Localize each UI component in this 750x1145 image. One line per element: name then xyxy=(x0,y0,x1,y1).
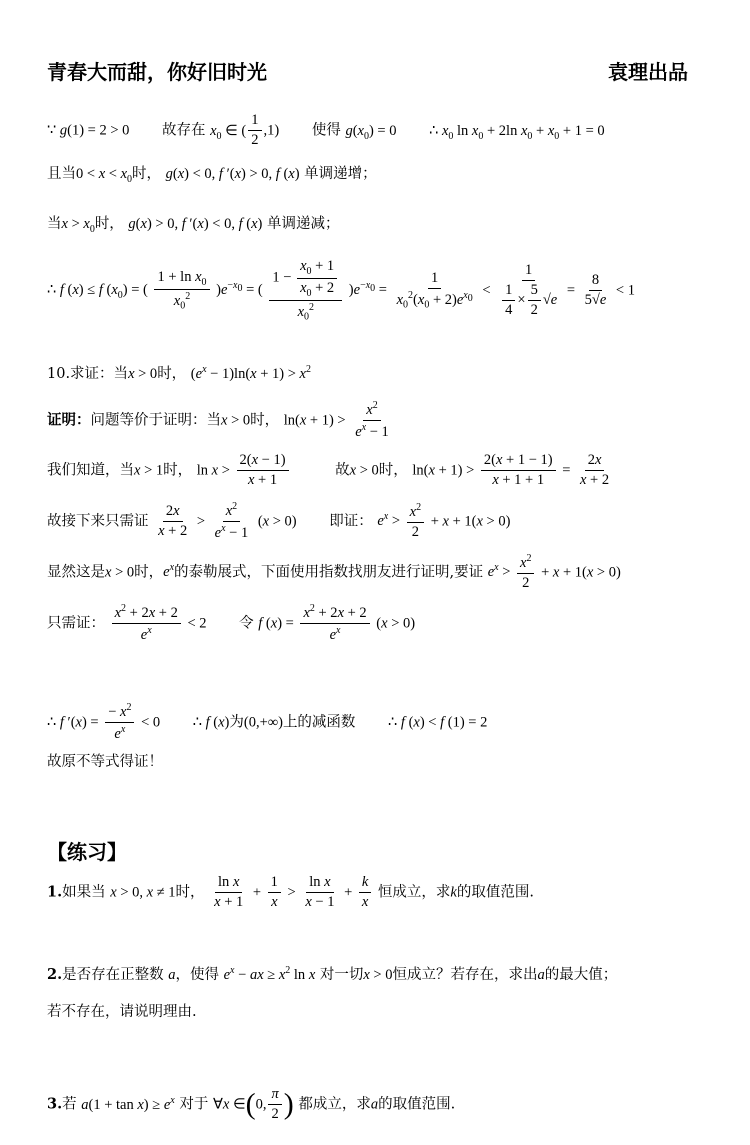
text-obv-a: 显然这是 xyxy=(47,564,105,581)
ex2-number: 2. xyxy=(47,966,63,983)
text-ex3-a: 若 xyxy=(62,1096,77,1113)
exercise-2: 2.是否存在正整数 a，使得 $e^x$ − ax ≥ $x^2$ ln x 对一切x > 0恒成立？若存在，求出a的最大值； xyxy=(47,965,618,983)
text-l2-c: 单调递增； xyxy=(304,166,377,182)
text-p10-b: 时， xyxy=(157,366,187,382)
text-ex2-c: 对一切 xyxy=(319,967,364,983)
text-l2-a: 且当 xyxy=(47,166,76,182)
line-2: 且当$0 < x < x_0$时， g(x) < 0, f ′(x) > 0, f (x) 单调递增； xyxy=(47,166,377,185)
text-know-c: 故 xyxy=(335,462,350,479)
text-p10-a: 10.求证：当 xyxy=(47,366,129,382)
text-ex3-d: 的取值范围. xyxy=(378,1096,456,1113)
text-l3-b: 时， xyxy=(94,216,124,232)
line-1: ∵ g(1) = 2 > 0 故存在 $x_0$ ∈ ( $\frac{1}{2}$ ,1) 使得 $g(x_0) = 0$ ∴ $x_0$ $\ln x_0 + 2\ln$ $x_0 + x_0 + 1 = 0$ xyxy=(47,112,605,148)
conclusion: 故原不等式得证！ xyxy=(47,754,163,770)
text-dec-b: 上的减函数 xyxy=(282,714,356,731)
text-ex1-b: 时， xyxy=(175,884,205,901)
header-title: 青春大而甜，你好旧时光 xyxy=(47,60,267,84)
next-line: 故接下来只需证 $\frac{2x}{x + 2}$ > $\frac{x^2}{e^x - 1}$ (x > 0) 即证： $e^x$ > $\frac{x^2}{2}$ + x + 1(x > 0) xyxy=(47,501,511,541)
text-l1-mid: 故存在 xyxy=(161,122,206,139)
formula-bound: ∴ f (x) ≤ f $(x_0)$ = ( $\frac{1 + \ln x_0}{x_0^2}$ )$e^{-x_0}$ = ( 1 − $\frac{x_0 + 1}{x_0 + 2}$ $x_0^2$ )$e^{-x_0}$ = $\frac{1}{x_0^2(x_0 + 2)e^{x_0}}$ < 1 $\frac{1}{4}$ × $\frac{5}{2}$ √e = $\frac{8}{5√e}$ < 1 xyxy=(47,258,635,323)
text-know-a: 我们知道，当 xyxy=(47,462,134,479)
text-know-b: 时， xyxy=(163,462,193,479)
text-l1-mid2: 使得 xyxy=(311,122,341,139)
ex3-number: 3. xyxy=(47,1095,63,1113)
text-next-b: 即证： xyxy=(329,513,373,530)
text-ex3-b: 对于 xyxy=(179,1096,209,1113)
text-proof-b: 时， xyxy=(250,412,280,429)
exercise-3: 3.若 $a(1 + \tan x) \ge e^x$ 对于 ∀x ∈(0, $\frac{\pi}{2}$ ) 都成立，求a的取值范围. xyxy=(47,1086,456,1122)
ex1-number: 1. xyxy=(47,883,63,901)
header-brand: 袁理出品 xyxy=(608,60,688,84)
text-ex3-c: 都成立，求 xyxy=(298,1096,371,1113)
text-ex1-a: 如果当 xyxy=(62,884,106,901)
text-l2-b: 时， xyxy=(132,166,161,182)
text-obv-c: 的泰勒展式，下面使用指数找朋友进行证明,要证 xyxy=(174,564,484,581)
text-ex2-e: 的最大值； xyxy=(544,967,618,983)
text-ex2-d: 恒成立？若存在，求出 xyxy=(392,967,538,983)
obvious-line: 显然这是x > 0时，$e^x$的泰勒展式，下面使用指数找朋友进行证明,要证 $e^x$ > $\frac{x^2}{2}$ + x + 1(x > 0) xyxy=(47,553,621,591)
text-ex2-b: ，使得 xyxy=(175,967,219,983)
text-need-b: 令 xyxy=(239,615,254,632)
exercise-2-cont: 若不存在，请说明理由. xyxy=(47,1004,197,1020)
text-obv-b: 时， xyxy=(134,564,164,581)
text-ex1-c: 恒成立，求 xyxy=(377,884,451,901)
text-proof-a: 问题等价于证明：当 xyxy=(90,412,221,429)
know-line: 我们知道，当x > 1时， ln x > $\frac{2(x - 1)}{x + 1}$ 故x > 0时， ln(x + 1) > $\frac{2(x + 1 - 1)}{x + 1 + 1}$ = $\frac{2x}{x + 2}$ xyxy=(47,452,610,488)
text-dec-a: 为 xyxy=(229,714,244,731)
text-know-d: 时， xyxy=(378,462,408,479)
exercise-1: 1.如果当 x > 0, x ≠ 1时， $\frac{\text{ln x}}{x + 1}$ + $\frac{1}{x}$ > $\frac{\text{ln x}}{x - 1}$ + $\frac{k}{x}$ 恒成立，求k的取值范围. xyxy=(47,874,534,910)
text-ex2-a: 是否存在正整数 xyxy=(62,967,164,983)
proof-label: 证明： xyxy=(47,411,91,429)
proof-line: 证明：问题等价于证明：当x > 0时， ln(x + 1) > $\frac{x^2}{e^x - 1}$ xyxy=(47,400,389,440)
practice-heading: 【练习】 xyxy=(47,840,127,864)
text-next-a: 故接下来只需证 xyxy=(47,513,149,530)
text-ex1-d: 的取值范围. xyxy=(456,884,534,901)
text-l3-c: 单调递减； xyxy=(266,216,340,232)
text-l3-a: 当 xyxy=(47,216,62,232)
need-line: 只需证： $\frac{x^2 + 2x + 2}{e^x}$ < 2 令 f (x) = $\frac{x^2 + 2x + 2}{e^x}$ (x > 0) xyxy=(47,603,416,643)
text-need-a: 只需证： xyxy=(47,615,105,632)
derivative-line: ∴ f ′(x) = $\frac{- x^2}{e^x}$ < 0 ∴ f (x)为(0,+∞)上的减函数 ∴ f (x) < f (1) = 2 xyxy=(47,702,488,742)
line-3: 当$x > x_0$时， g(x) > 0, f ′(x) < 0, f (x) 单调递减； xyxy=(47,216,340,235)
problem-10: 10.求证：当x > 0时， $(e^x - 1)\ln(x + 1) > x^2$ xyxy=(47,364,311,382)
